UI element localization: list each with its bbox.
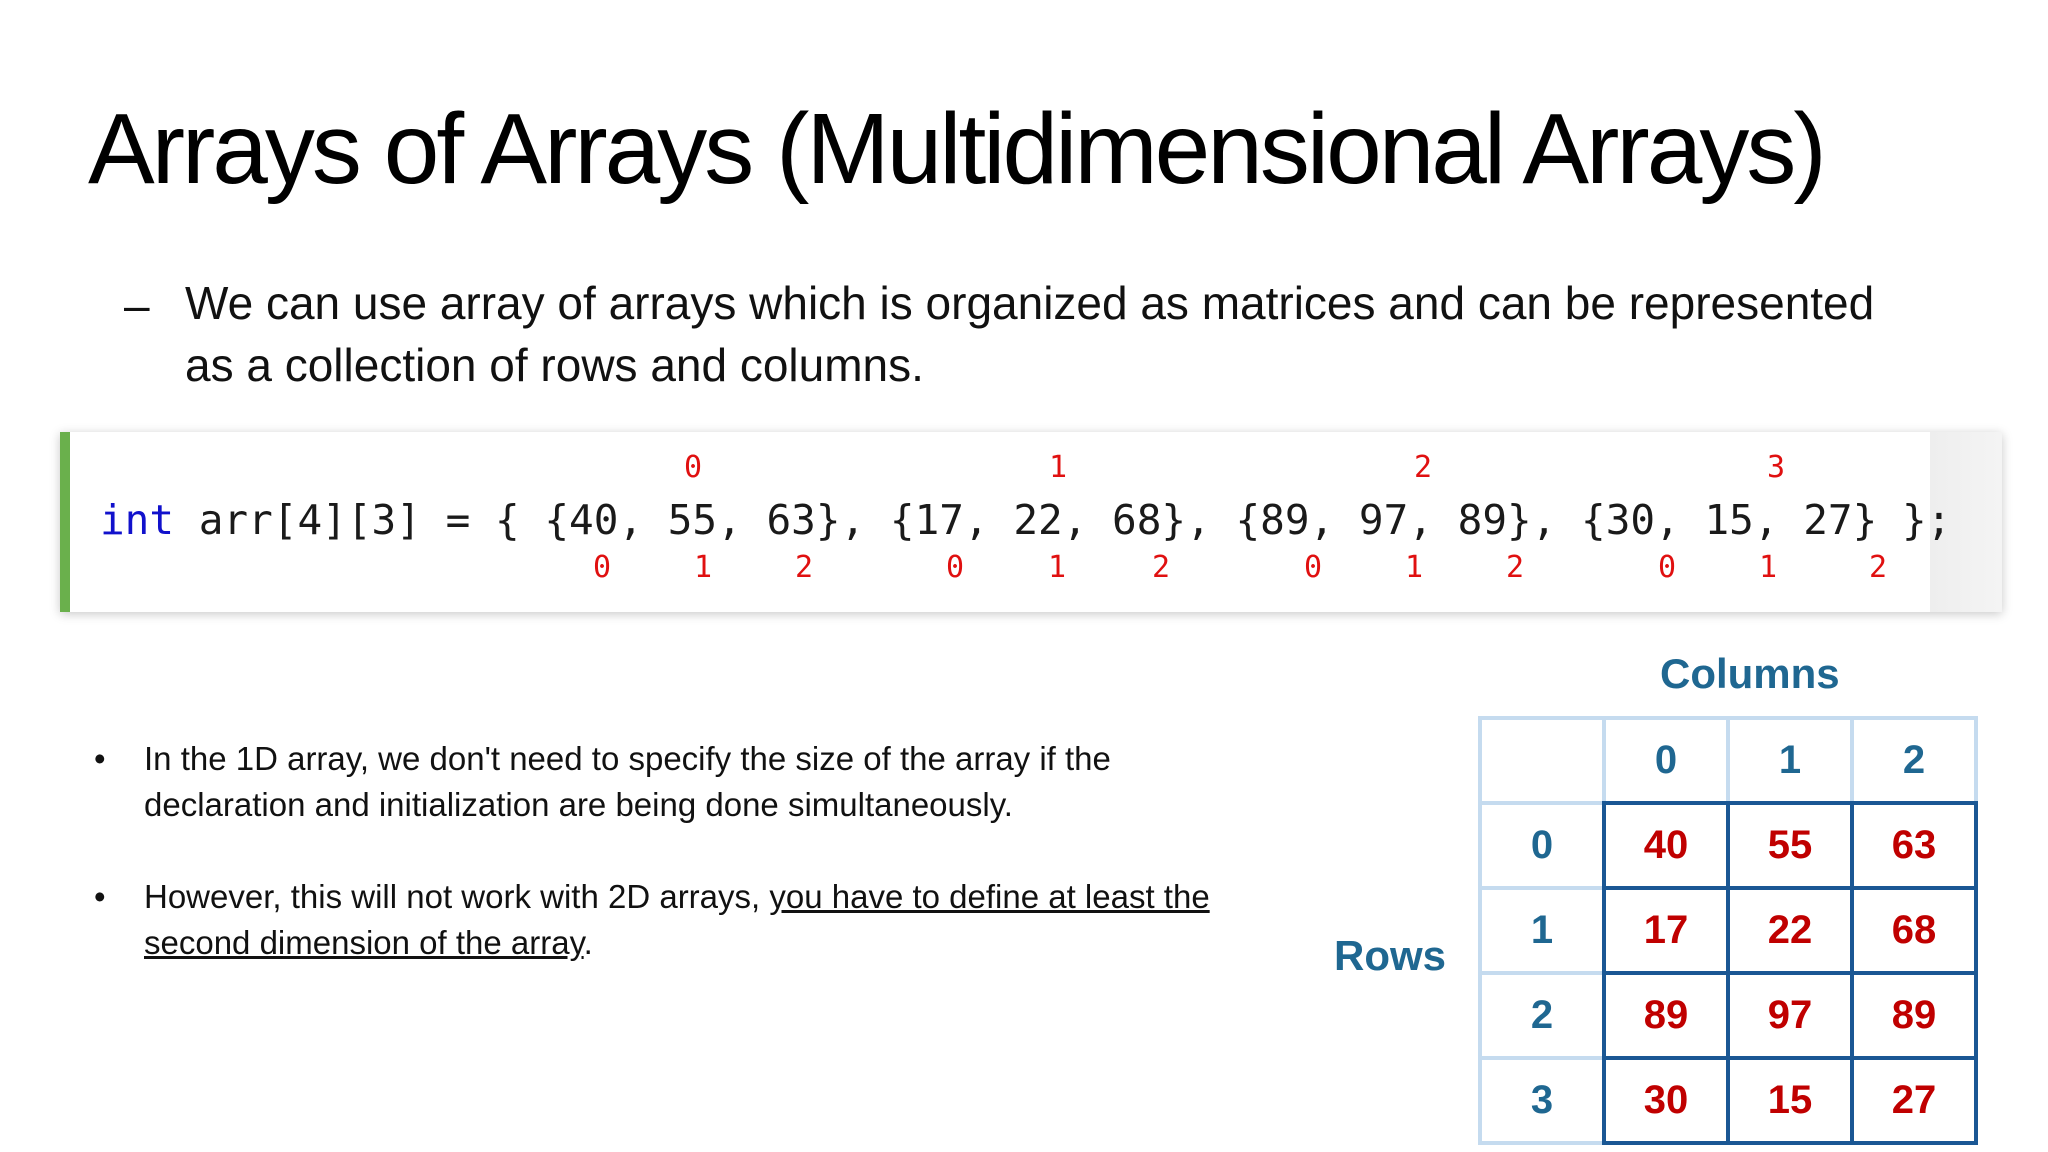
- column-header: 0: [1602, 716, 1730, 805]
- code-line: [100, 496, 1951, 544]
- intro-dash: –: [124, 279, 150, 331]
- matrix-value-cell: 63: [1850, 801, 1978, 890]
- columns-label: Columns: [1660, 650, 1840, 697]
- matrix-table: [1478, 716, 1974, 1141]
- row-index-label: 1: [1048, 450, 1068, 485]
- col-index-label: 2: [1505, 550, 1525, 585]
- row-index-label: 0: [683, 450, 703, 485]
- col-index-label: 1: [1047, 550, 1067, 585]
- matrix-value-cell: 40: [1602, 801, 1730, 890]
- row-index-label: 3: [1766, 450, 1786, 485]
- matrix-value-cell: 30: [1602, 1056, 1730, 1145]
- matrix-value-cell: 68: [1850, 886, 1978, 975]
- bullet-dot: •: [94, 878, 106, 915]
- note-item: [90, 736, 1240, 828]
- col-index-label: 1: [1758, 550, 1778, 585]
- matrix-value-cell: 89: [1850, 971, 1978, 1060]
- column-header: 2: [1850, 716, 1978, 805]
- note-item: [90, 874, 1240, 966]
- col-index-label: 2: [1151, 550, 1171, 585]
- row-header: 1: [1478, 886, 1606, 975]
- code-block: [60, 432, 2002, 612]
- matrix-value-cell: 89: [1602, 971, 1730, 1060]
- row-header: 0: [1478, 801, 1606, 890]
- code-keyword: int: [100, 496, 175, 544]
- matrix-value-cell: 97: [1726, 971, 1854, 1060]
- col-index-label: 0: [945, 550, 965, 585]
- note-underlined-text: you have to define at least the second dimension of the array: [144, 878, 1210, 961]
- row-index-label: 2: [1413, 450, 1433, 485]
- slide-title: Arrays of Arrays (Multidimensional Arrays): [88, 93, 1824, 205]
- row-header: 3: [1478, 1056, 1606, 1145]
- row-header: 2: [1478, 971, 1606, 1060]
- rows-label: Rows: [1334, 932, 1447, 979]
- matrix-value-cell: 27: [1850, 1056, 1978, 1145]
- col-index-label: 2: [794, 550, 814, 585]
- notes-list: [90, 736, 1240, 1012]
- column-header: 1: [1726, 716, 1854, 805]
- matrix-value-cell: 22: [1726, 886, 1854, 975]
- col-index-label: 0: [592, 550, 612, 585]
- matrix-value-cell: 17: [1602, 886, 1730, 975]
- corner-cell: [1478, 716, 1606, 805]
- matrix-value-cell: 15: [1726, 1056, 1854, 1145]
- col-index-label: 2: [1868, 550, 1888, 585]
- col-index-label: 0: [1303, 550, 1323, 585]
- note-text: In the 1D array, we don't need to specify the size of the array if the declaration and initialization are being done simultaneously.: [144, 740, 1111, 823]
- col-index-label: 0: [1657, 550, 1677, 585]
- col-index-label: 1: [693, 550, 713, 585]
- matrix-value-cell: 55: [1726, 801, 1854, 890]
- intro-text: We can use array of arrays which is organized as matrices and can be represented as a collection of rows and columns.: [185, 277, 1875, 391]
- col-index-label: 1: [1404, 550, 1424, 585]
- note-text-end: .: [583, 924, 593, 961]
- code-text: arr[4][3] = { {40, 55, 63}, {17, 22, 68}, {89, 97, 89}, {30, 15, 27} };: [174, 496, 1952, 544]
- bullet-dot: •: [94, 740, 106, 777]
- note-text: However, this will not work with 2D arrays,: [144, 878, 770, 915]
